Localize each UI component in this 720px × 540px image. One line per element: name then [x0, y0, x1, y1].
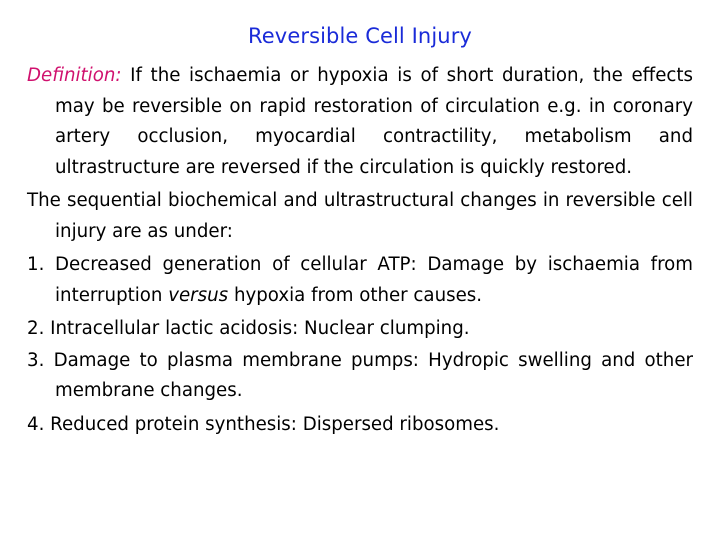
intro-paragraph [27, 186, 693, 247]
list-item [27, 410, 693, 441]
list-item-text: Damage to plasma membrane pumps: Hydropic swelling and other membrane changes. [44, 349, 693, 401]
list-item-number: 4. [27, 413, 45, 435]
list-item [27, 346, 693, 407]
list-item-text: Intracellular lactic acidosis: Nuclear clumping. [44, 318, 470, 339]
list-item-text: Reduced protein synthesis: Dispersed ribosomes. [44, 413, 500, 435]
definition-term: Definition: [27, 65, 122, 86]
intro-text: The sequential biochemical and ultrastructural changes in reversible cell injury are as under: [27, 190, 693, 242]
list-item-number: 1. [27, 254, 45, 275]
list-item-text-end: hypoxia from other causes. [228, 284, 483, 306]
list-item-text: Decreased generation of cellular ATP: Damage by ischaemia from interruption [44, 254, 693, 306]
slide-title: Reversible Cell Injury [248, 24, 472, 48]
list-item [27, 250, 693, 311]
definition-text: If the ischaemia or hypoxia is of short duration, the effects may be reversible on rapid restoration of circulation e.g. in coronary artery occlusion, myocardial contractility, metabolism and ultrastructure are reversed if the circulation is quickly restored. [55, 65, 693, 178]
definition-paragraph [27, 61, 693, 183]
list-item [27, 314, 693, 345]
list-item-number: 3. [27, 349, 45, 371]
list-item-emphasis: versus [168, 284, 229, 306]
slide-body [27, 61, 693, 443]
list-item-number: 2. [27, 318, 45, 339]
